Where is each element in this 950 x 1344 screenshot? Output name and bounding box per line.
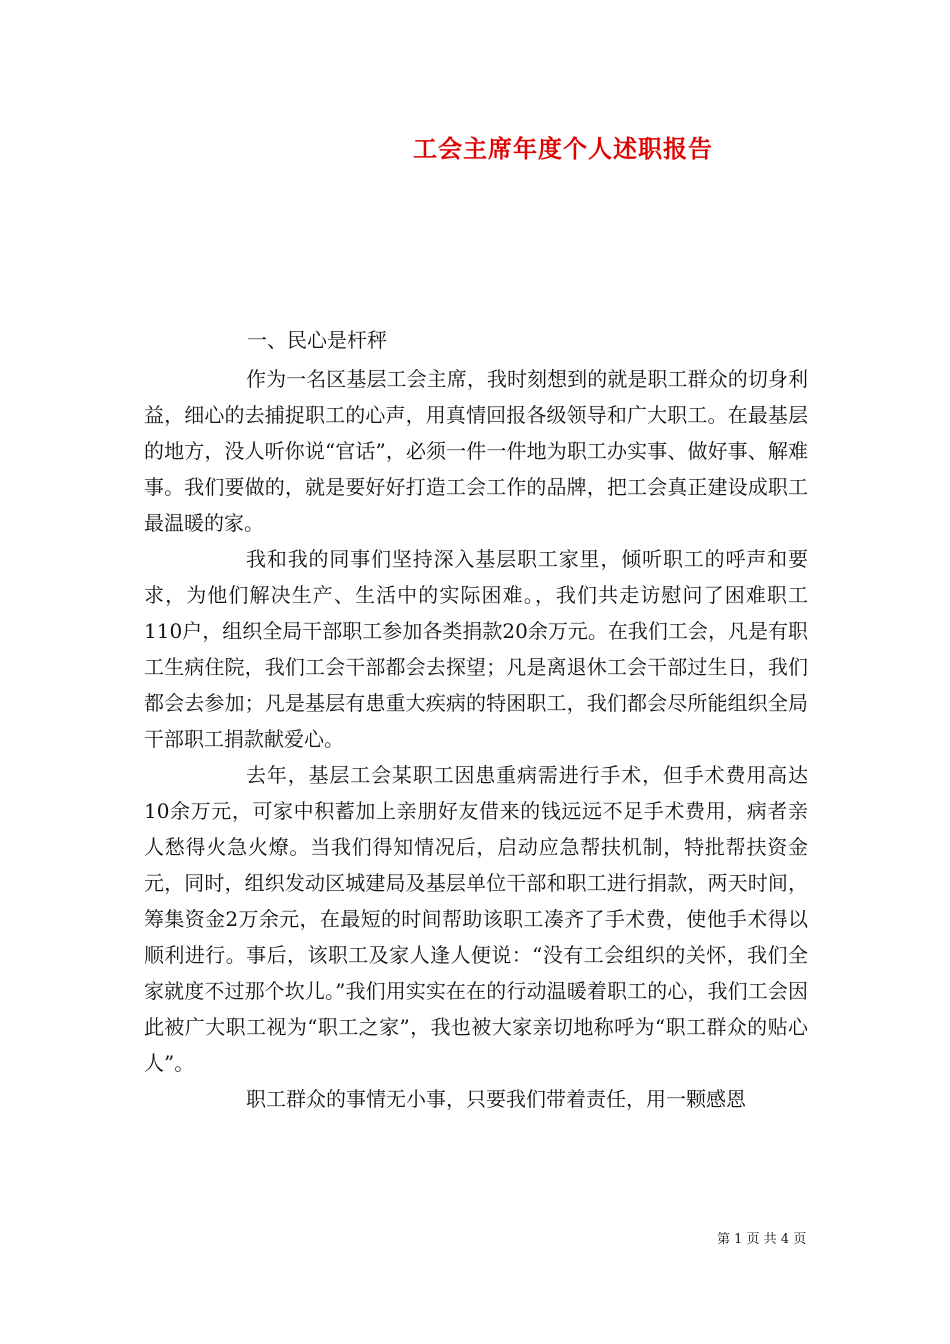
- paragraph: 作为一名区基层工会主席，我时刻想到的就是职工群众的切身利益，细心的去捕捉职工的心声，用真情回报各级领导和广大职工。在最基层的地方，没人听你说“官话”，必须一件一件地为职工办实事、做好事、解难事。我们要做的，就是要好好打造工会工作的品牌，把工会真正建设成职工最温暖的家。: [144, 367, 808, 535]
- paragraph: 我和我的同事们坚持深入基层职工家里，倾听职工的呼声和要求，为他们解决生产、生活中的实际困难。，我们共走访慰问了困难职工110户，组织全局干部职工参加各类捐款20余万元。在我们工会，凡是有职工生病住院，我们工会干部都会去探望；凡是离退休工会干部过生日，我们都会去参加；凡是基层有患重大疾病的特困职工，我们都会尽所能组织全局干部职工捐款献爱心。: [144, 547, 808, 751]
- page-number-footer: 第 1 页 共 4 页: [717, 1232, 807, 1247]
- paragraph: 职工群众的事情无小事，只要我们带着责任，用一颗感恩: [246, 1087, 746, 1111]
- document-body: [144, 361, 808, 1117]
- section-heading: 一、民心是杆秤: [247, 328, 387, 352]
- document-title: 工会主席年度个人述职报告: [413, 134, 713, 163]
- paragraph: 去年，基层工会某职工因患重病需进行手术，但手术费用高达10余万元，可家中积蓄加上亲朋好友借来的钱远远不足手术费用，病者亲人愁得火急火燎。当我们得知情况后，启动应急帮扶机制，特批帮扶资金元，同时，组织发动区城建局及基层单位干部和职工进行捐款，两天时间，筹集资金2万余元，在最短的时间帮助该职工凑齐了手术费，使他手术得以顺利进行。事后，该职工及家人逢人便说：“没有工会组织的关怀，我们全家就度不过那个坎儿。”我们用实实在在的行动温暖着职工的心，我们工会因此被广大职工视为“职工之家”，我也被大家亲切地称呼为“职工群众的贴心人”。: [144, 763, 808, 1075]
